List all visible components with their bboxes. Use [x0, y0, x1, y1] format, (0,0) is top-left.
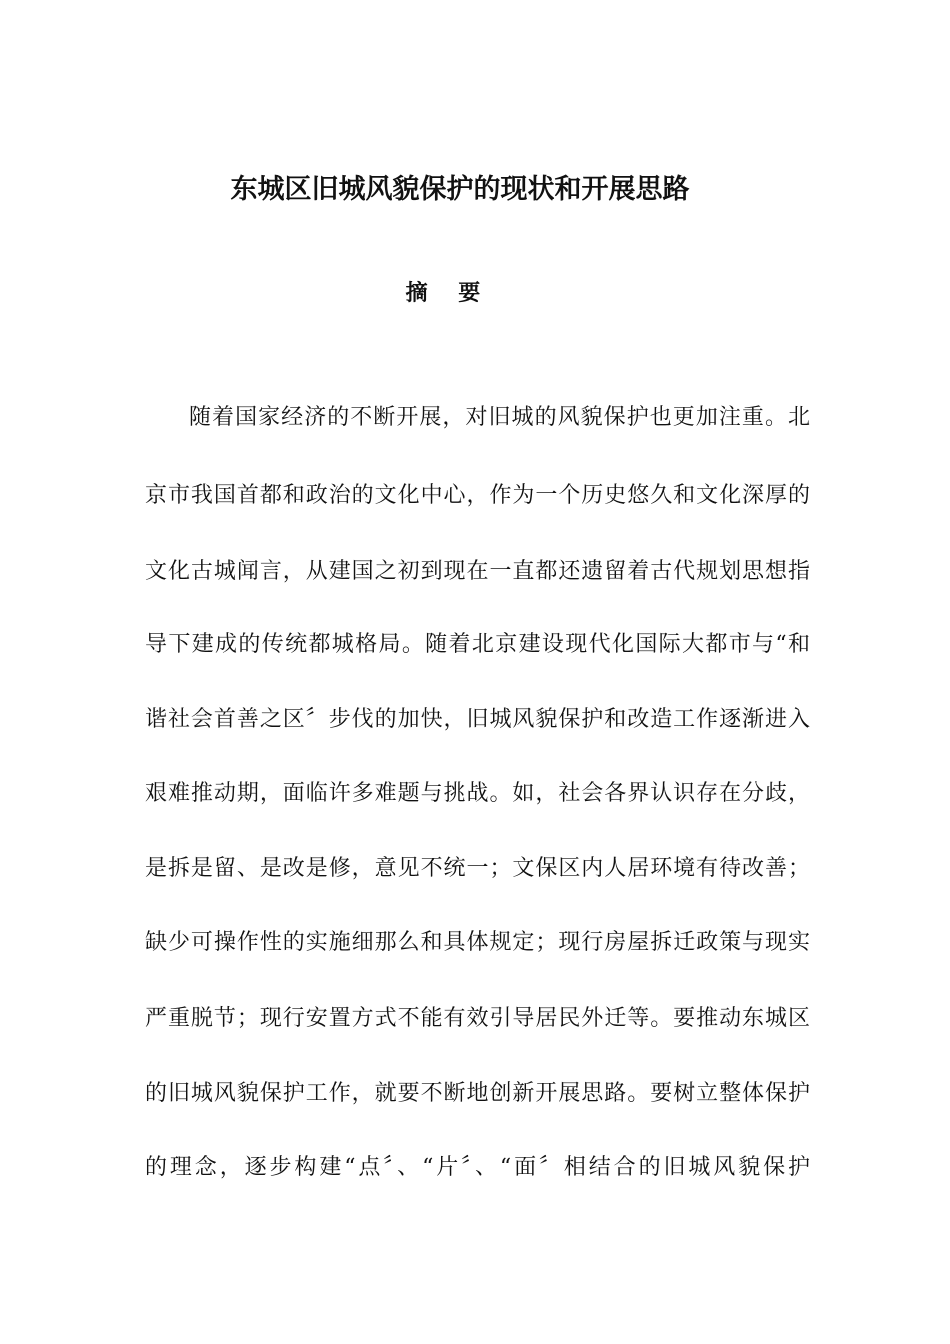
abstract-line: 的旧城风貌保护工作，就要不断地创新开展思路。要树立整体保护: [145, 1081, 810, 1106]
abstract-line: 京市我国首都和政治的文化中心，作为一个历史悠久和文化深厚的: [145, 483, 810, 508]
abstract-line: 是拆是留、是改是修，意见不统一；文保区内人居环境有待改善；: [145, 856, 810, 881]
abstract-line: 艰难推动期，面临许多难题与挑战。如，社会各界认识存在分歧，: [145, 781, 810, 806]
abstract-line: 随着国家经济的不断开展，对旧城的风貌保护也更加注重。北: [189, 405, 810, 430]
abstract-line: 严重脱节；现行安置方式不能有效引导居民外迁等。要推动东城区: [145, 1006, 810, 1031]
document-title: 东城区旧城风貌保护的现状和开展思路: [230, 174, 690, 205]
abstract-line: 导下建成的传统都城格局。随着北京建设现代化国际大都市与“和: [145, 632, 810, 657]
abstract-line: 的理念，逐步构建“点〞、“片〞、“面〞相结合的旧城风貌保护: [145, 1155, 810, 1180]
abstract-line: 文化古城闻言，从建国之初到现在一直都还遗留着古代规划思想指: [145, 559, 810, 584]
abstract-line: 缺少可操作性的实施细那么和具体规定；现行房屋拆迁政策与现实: [145, 930, 810, 955]
abstract-heading: 摘 要: [405, 281, 481, 306]
abstract-line: 谐社会首善之区〞步伐的加快，旧城风貌保护和改造工作逐渐进入: [145, 707, 810, 732]
